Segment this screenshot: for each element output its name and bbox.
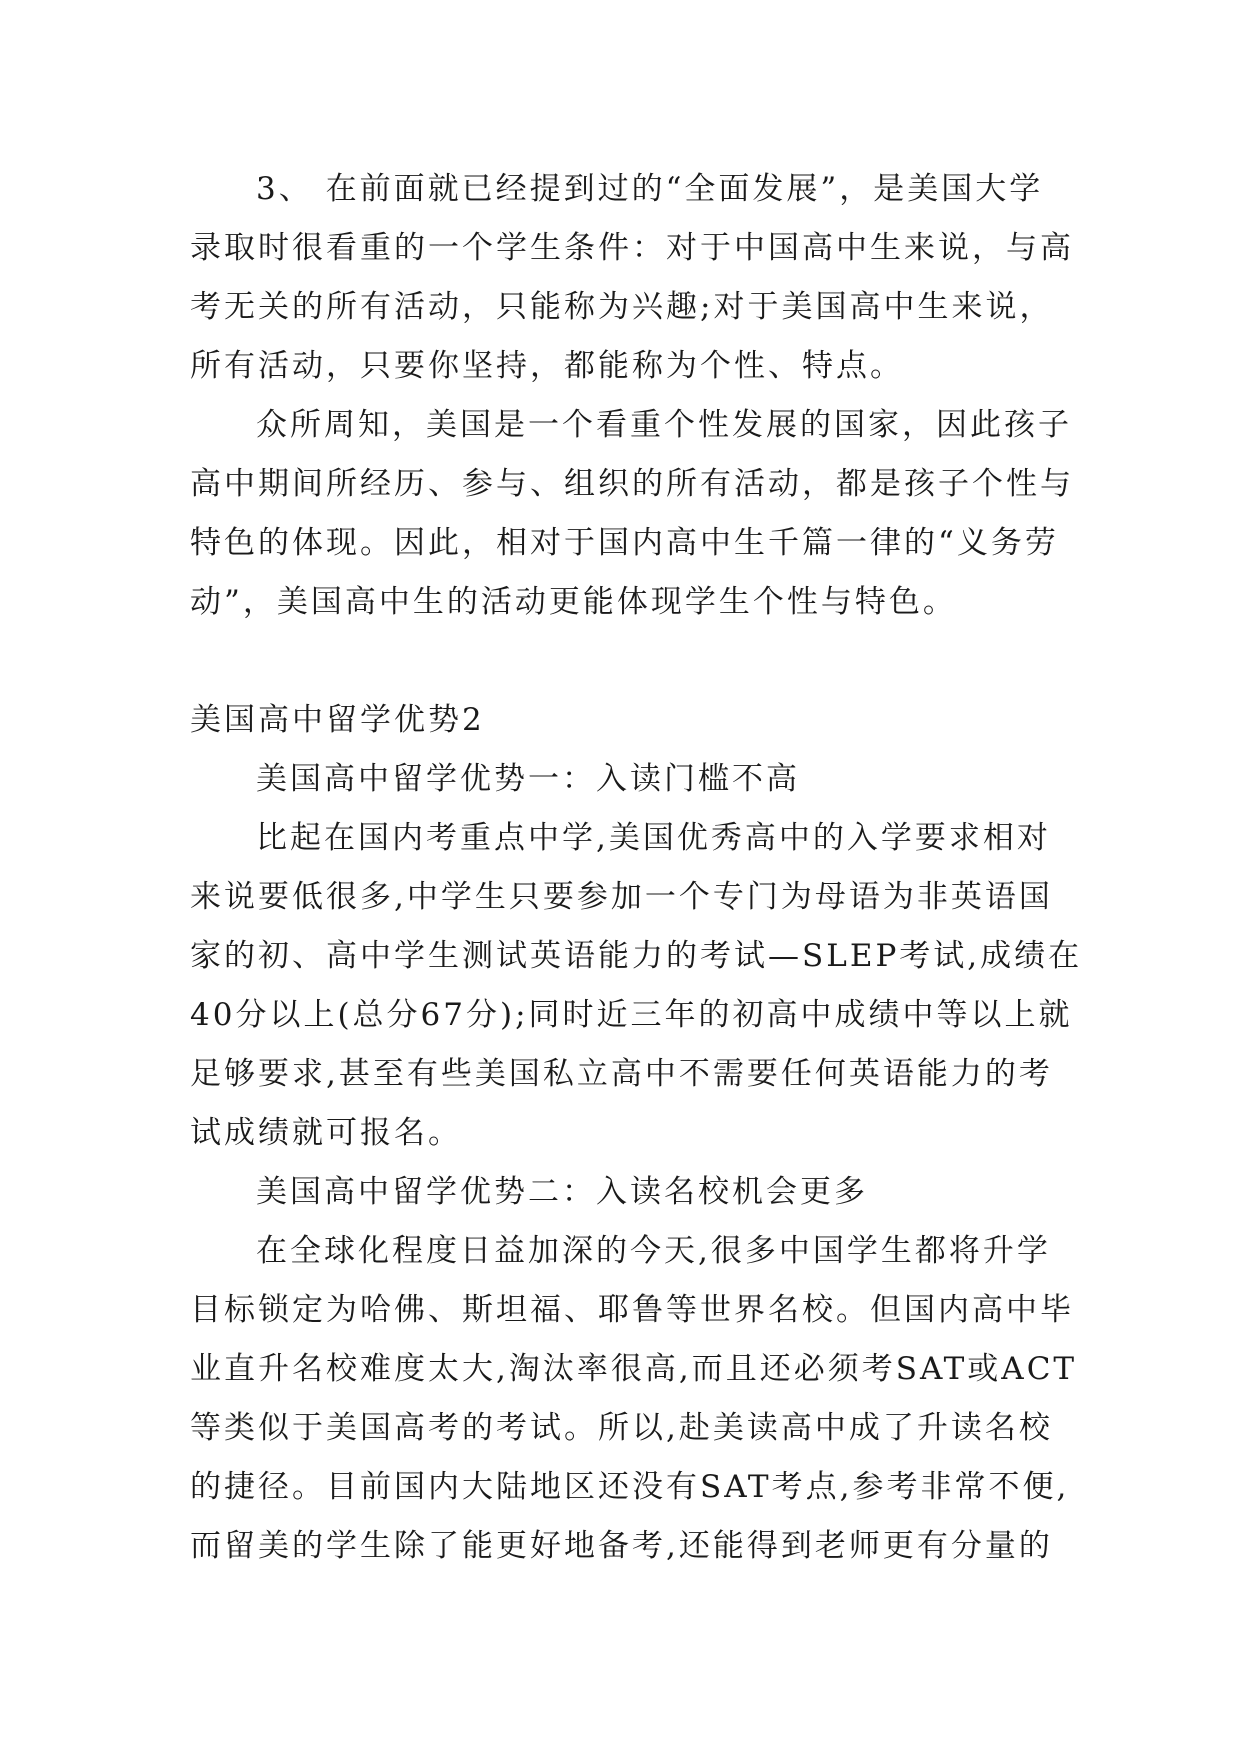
text-line: 众所周知，美国是一个看重个性发展的国家，因此孩子 [256,407,1072,443]
text-line: 而留美的学生除了能更好地备考,还能得到老师更有分量的 [190,1528,1053,1564]
text-line: 所有活动，只要你坚持，都能称为个性、特点。 [190,348,904,384]
text-line: 比起在国内考重点中学,美国优秀高中的入学要求相对 [256,820,1051,856]
text-line: 等类似于美国高考的考试。所以,赴美读高中成了升读名校 [190,1410,1053,1446]
text-line: 家的初、高中学生测试英语能力的考试—SLEP考试,成绩在 [190,938,1083,974]
paragraph-all-round-development [190,160,1074,396]
text-line: 在全球化程度日益加深的今天,很多中国学生都将升学 [256,1233,1051,1269]
text-line: 来说要低很多,中学生只要参加一个专门为母语为非英语国 [190,879,1053,915]
subheading-advantage-two: 美国高中留学优势二：入读名校机会更多 [256,1174,868,1210]
text-line: 的捷径。目前国内大陆地区还没有SAT考点,参考非常不便, [190,1469,1070,1505]
text-line: 特色的体现。因此，相对于国内高中生千篇一律的“义务劳 [190,525,1059,561]
document-body [190,160,1083,1576]
paragraph-elite-schools [190,1222,1078,1576]
text-line: 3、 在前面就已经提到过的“全面发展”，是美国大学 [256,171,1044,207]
text-line: 录取时很看重的一个学生条件：对于中国高中生来说，与高 [190,230,1074,266]
paragraph-admission-threshold [190,809,1083,1163]
text-line: 动”，美国高中生的活动更能体现学生个性与特色。 [190,584,957,620]
text-line: 业直升名校难度太大,淘汰率很高,而且还必须考SAT或ACT [190,1351,1078,1387]
text-line: 足够要求,甚至有些美国私立高中不需要任何英语能力的考 [190,1056,1053,1092]
paragraph-personality [190,396,1074,632]
text-line: 高中期间所经历、参与、组织的所有活动，都是孩子个性与 [190,466,1074,502]
text-line: 考无关的所有活动，只能称为兴趣;对于美国高中生来说， [190,289,1054,325]
section-spacer [190,632,1050,691]
subheading-advantage-one: 美国高中留学优势一：入读门槛不高 [256,761,800,797]
text-line: 40分以上(总分67分);同时近三年的初高中成绩中等以上就 [190,997,1073,1033]
text-line: 目标锁定为哈佛、斯坦福、耶鲁等世界名校。但国内高中毕 [190,1292,1074,1328]
text-line: 试成绩就可报名。 [190,1115,462,1151]
section-heading: 美国高中留学优势2 [190,702,485,738]
